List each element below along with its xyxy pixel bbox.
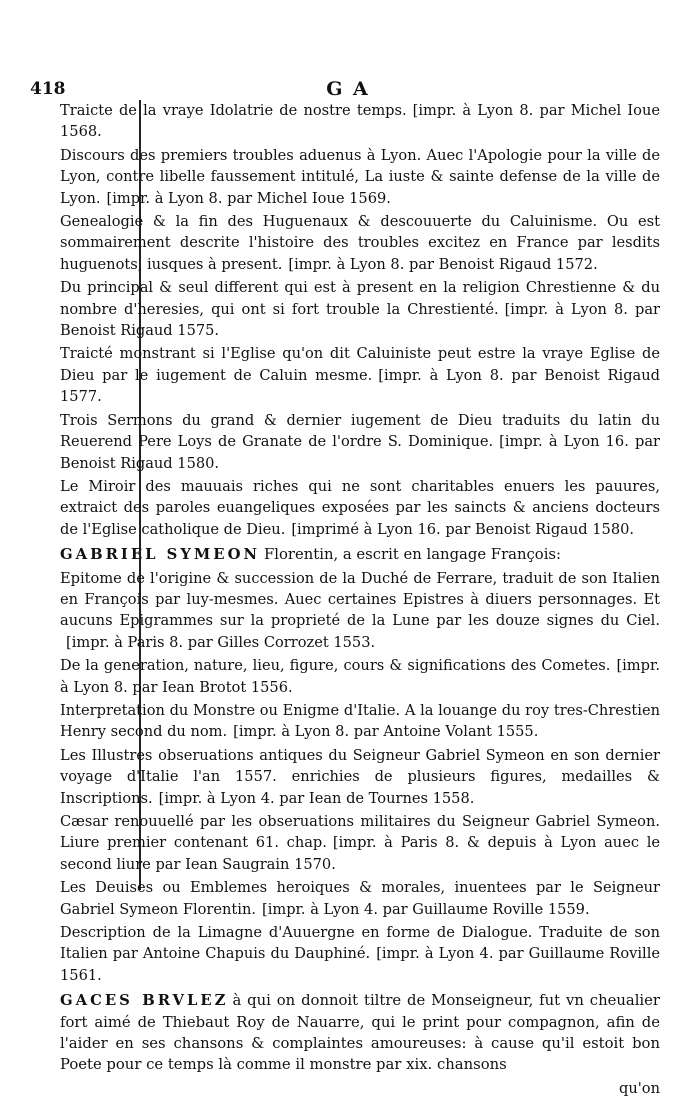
running-head: G A xyxy=(326,78,370,100)
entry-title: Du principal & seul different qui est à present en la religion Chrestienne & du nombre d'heresies, qui ont si fort trouble la Chrestienté. xyxy=(60,279,660,318)
catalog-entry xyxy=(60,922,660,986)
catalog-entry xyxy=(60,700,660,743)
catalog-entry xyxy=(60,211,660,275)
author-description: à qui on donnoit tiltre de Monseigneur, fut vn cheualier fort aimé de Thiebaut Roy de Nauarre, qui le print pour compagnon, afin de l'aider en ses chansons & complaintes amoureuses: à cause qu'il estoit bon Poete pour ce temps là comme il monstre par xix. chansons xyxy=(60,992,660,1074)
entry-title: Traicte de la vraye Idolatrie de nostre temps. xyxy=(60,102,407,119)
entry-title: Cæsar renouuellé par les obseruations militaires du Seigneur Gabriel Symeon. Liure premier contenant 61. chap. xyxy=(60,813,660,852)
entry-title: Discours des premiers troubles aduenus à Lyon. Auec l'Apologie pour la ville de Lyon, contre libelle faussement intitulé, La iuste & sainte defense de la ville de Lyon. xyxy=(60,146,660,207)
entry-imprint: [impr. à Lyon 8. par Michel Ioue 1568. xyxy=(60,102,660,141)
entry-title: De la generation, nature, lieu, figure, cours & significations des Cometes. xyxy=(60,657,611,675)
entry-list-2 xyxy=(60,568,660,987)
entry-imprint: [impr. à Lyon 4. par Iean de Tournes 1558. xyxy=(158,789,475,807)
entry-title: Description de la Limagne d'Auuergne en forme de Dialogue. Traduite de son Italien par Antoine Chapuis du Dauphiné. xyxy=(60,924,660,963)
entry-imprint: [imprimé à Lyon 16. par Benoist Rigaud 1580. xyxy=(291,520,635,538)
entry-imprint: [impr. à Lyon 8. par Benoist Rigaud 1572. xyxy=(288,255,598,273)
entry-imprint: [impr. à Lyon 8. par Benoist Rigaud 1577. xyxy=(60,366,660,406)
author-name: GACES BRVLEZ xyxy=(60,992,229,1010)
page-number: 418 xyxy=(30,79,66,99)
catalog-entry xyxy=(60,343,660,407)
entry-imprint: [impr. à Lyon 8. par Michel Ioue 1569. xyxy=(106,189,391,207)
entry-imprint: [impr. à Lyon 4. par Guillaume Roville 1559. xyxy=(262,900,590,918)
catalog-entry xyxy=(60,145,660,209)
catalog-entry xyxy=(60,568,660,654)
catalog-entry xyxy=(60,745,660,809)
catalog-entry xyxy=(60,476,660,540)
entry-title: Traicté monstrant si l'Eglise qu'on dit Caluiniste peut estre la vraye Eglise de Dieu par le iugement de Caluin mesme. xyxy=(60,345,660,384)
entry-list-1 xyxy=(60,100,660,540)
entry-title: Epitome de l'origine & succession de la Duché de Ferrare, traduit de son Italien en François par luy-mesmes. Auec certaines Epistres à diuers personnages. Et aucuns Epigrammes sur la proprieté de la Lune par les douze signes du Ciel. xyxy=(60,569,660,630)
entry-title: Trois Sermons du grand & dernier iugement de Dieu traduits du latin du Reuerend Pere Loys de Granate de l'ordre S. Dominique. xyxy=(60,411,660,451)
author-heading xyxy=(60,990,660,1076)
author-description: Florentin, a escrit en langage François: xyxy=(264,546,561,564)
entry-title: Genealogie & la fin des Huguenaux & descouuerte du Caluinisme. Ou est sommairement descrite l'histoire des troubles excitez en France par lesdits huguenots, iusques à present. xyxy=(60,213,660,273)
author-heading xyxy=(60,544,660,565)
entry-imprint: [impr. à Lyon 8. par Antoine Volant 1555. xyxy=(233,723,539,741)
entry-imprint: [impr. à Lyon 8. par Iean Brotot 1556. xyxy=(60,657,660,696)
entry-imprint: [impr. à Paris 8. & depuis à Lyon auec le second liure par Iean Saugrain 1570. xyxy=(60,834,661,873)
entry-imprint: [impr. à Lyon 8. par Benoist Rigaud 1575. xyxy=(60,300,660,340)
catalog-entry xyxy=(60,277,660,341)
catchword: qu'on xyxy=(619,1079,660,1097)
catalog-entry xyxy=(60,811,660,875)
catalog-entry xyxy=(60,655,660,698)
catalog-entry xyxy=(60,877,660,920)
entry-title: Interpretation du Monstre ou Enigme d'Italie. A la louange du roy tres-Chrestien Henry second du nom. xyxy=(60,701,660,741)
catalog-entry xyxy=(60,100,660,143)
entry-imprint: [impr. à Paris 8. par Gilles Corrozet 1553. xyxy=(66,633,376,651)
entry-title: Les Deuises ou Emblemes heroiques & morales, inuentees par le Seigneur Gabriel Symeon Florentin. xyxy=(60,879,660,918)
entry-title: Les Illustres obseruations antiques du Seigneur Gabriel Symeon en son dernier voyage d'Italie l'an 1557. enrichies de plusieurs figures, medailles & Inscriptions. xyxy=(60,746,660,807)
entry-title: Le Miroir des mauuais riches qui ne sont charitables enuers les pauures, extraict des paroles euangeliques exposées par les saincts & anciens docteurs de l'Eglise catholique de Dieu. xyxy=(60,477,660,538)
catalog-entry xyxy=(60,410,660,474)
page-body xyxy=(60,100,660,1114)
entry-imprint: [impr. à Lyon 16. par Benoist Rigaud 1580. xyxy=(60,433,660,472)
page-header xyxy=(30,76,666,102)
entry-imprint: [impr. à Lyon 4. par Guillaume Roville 1561. xyxy=(60,945,660,984)
author-name: GABRIEL SYMEON xyxy=(60,546,260,564)
